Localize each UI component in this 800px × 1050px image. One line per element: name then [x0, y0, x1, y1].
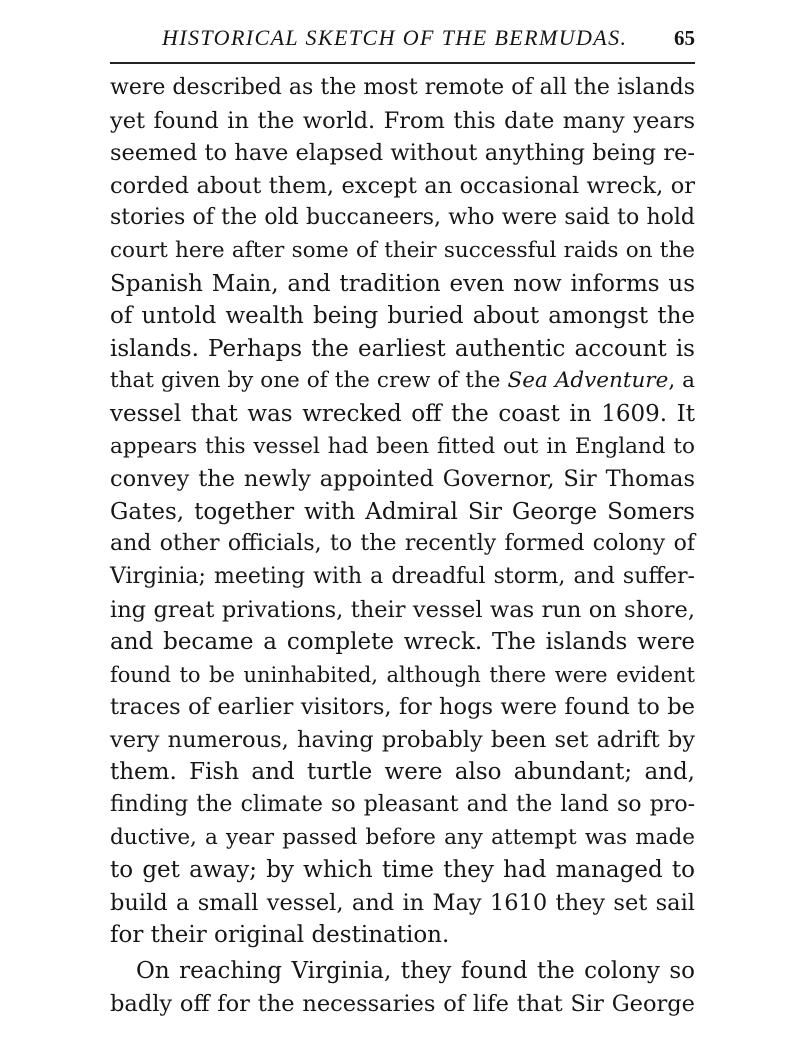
- text-line: them. Fish and turtle were also abundant; and,: [110, 759, 695, 786]
- text-line: court here after some of their successful raids on the: [110, 237, 695, 263]
- paragraph-end-line: for their original destination.: [110, 922, 450, 949]
- text-line: and became a complete wreck. The islands were: [110, 629, 695, 656]
- text-line: seemed to have elapsed without anything being re-: [110, 140, 695, 167]
- text-line: build a small vessel, and in May 1610 they set sail: [110, 889, 695, 916]
- running-title: HISTORICAL SKETCH OF THE BERMUDAS.: [162, 25, 628, 50]
- text-line: Gates, together with Admiral Sir George Somers: [110, 498, 695, 525]
- text-line: finding the climate so pleasant and the land so pro-: [110, 792, 695, 818]
- ship-name: Sea Adventure: [507, 368, 669, 394]
- body-text: [110, 72, 695, 1020]
- text-line: convey the newly appointed Governor, Sir Thomas: [110, 466, 695, 493]
- text-line: were described as the most remote of all the islands: [110, 75, 695, 100]
- text-line: very numerous, having probably been set adrift by: [110, 726, 695, 753]
- page-number: 65: [674, 26, 695, 50]
- running-head: [110, 22, 695, 56]
- text-line: vessel that was wrecked off the coast in 1609. It: [110, 400, 695, 427]
- text-segment: , a: [668, 368, 695, 394]
- text-line: stories of the old buccaneers, who were said to hold: [110, 205, 695, 231]
- text-line: ing great privations, their vessel was run on shore,: [110, 596, 695, 623]
- text-line: ductive, a year passed before any attempt was made: [110, 824, 695, 850]
- text-line: found to be uninhabited, although there were evident: [110, 662, 695, 687]
- text-line: badly off for the necessaries of life that Sir George: [110, 990, 695, 1017]
- text-line: to get away; by which time they had managed to: [110, 857, 695, 884]
- text-line: Spanish Main, and tradition even now informs us: [110, 270, 695, 297]
- text-line-with-ship-name: [110, 365, 695, 398]
- text-segment: that given by one of the crew of the: [110, 368, 508, 394]
- text-line: yet found in the world. From this date many years: [110, 107, 695, 134]
- text-line: appears this vessel had been fitted out in England to: [110, 433, 695, 459]
- header-rule: [110, 62, 695, 64]
- text-line: traces of earlier visitors, for hogs were found to be: [110, 694, 695, 721]
- text-line: of untold wealth being buried about amongst the: [110, 303, 695, 330]
- text-line: corded about them, except an occasional wreck, or: [110, 172, 695, 199]
- text-line: islands. Perhaps the earliest authentic account is: [110, 335, 695, 362]
- text-line: and other officials, to the recently formed colony of: [110, 531, 695, 557]
- text-line: Virginia; meeting with a dreadful storm, and suffer-: [110, 563, 695, 589]
- paragraph-start-line: On reaching Virginia, they found the colony so: [136, 958, 695, 985]
